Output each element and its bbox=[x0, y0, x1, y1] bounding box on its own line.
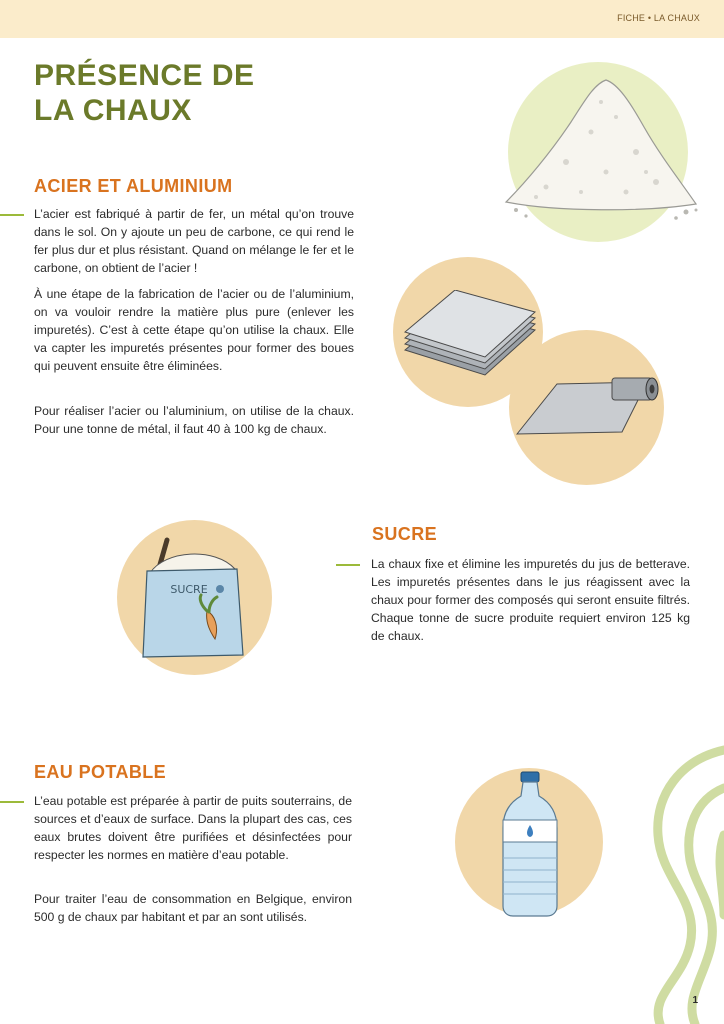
eau-paragraph-2: Pour traiter l’eau de consommation en Belgique, environ 500 g de chaux par habitant et par an sont utilisés. bbox=[34, 892, 352, 924]
page-number: 1 bbox=[692, 995, 698, 1006]
acier-paragraph-1: L’acier est fabriqué à partir de fer, un métal qu’on trouve dans le sol. On y ajoute un peu de carbone, ce qui rend le fer plus dur et plus résistant. Quand on mélange le fer et le carbone, on obtient de l’acier ! bbox=[34, 207, 354, 275]
heading-eau: EAU POTABLE bbox=[34, 762, 167, 782]
section-rule bbox=[336, 564, 360, 566]
eau-paragraph-1: L’eau potable est préparée à partir de puits souterrains, de sources et d’eaux de surface. Dans la plupart des cas, ces eaux brutes doivent être purifiées et désinfectées pour respecter les normes en matière d’eau potable. bbox=[34, 794, 352, 862]
heading-acier: ACIER ET ALUMINIUM bbox=[34, 176, 233, 196]
header-label: FICHE • LA CHAUX bbox=[617, 13, 700, 23]
section-rule bbox=[0, 214, 24, 216]
heading-sucre: SUCRE bbox=[372, 524, 438, 544]
acier-paragraph-2: À une étape de la fabrication de l’acier ou de l’aluminium, on va vouloir rendre la matière plus pure (enlever les impuretés). C’est à cette étape qu’on utilise la chaux. Elle va capter les impuretés présentes pour former des boues qui peuvent ensuite être éliminées. bbox=[34, 287, 354, 373]
header-bar bbox=[0, 0, 724, 38]
section-rule bbox=[0, 801, 24, 803]
page-title bbox=[34, 58, 255, 128]
title-line-1: PRÉSENCE DE bbox=[34, 59, 255, 92]
sugar-bag-illustration bbox=[135, 535, 255, 665]
acier-paragraph-3: Pour réaliser l’acier ou l’aluminium, on utilise de la chaux. Pour une tonne de métal, il faut 40 à 100 kg de chaux. bbox=[34, 404, 354, 436]
lime-pile-illustration bbox=[496, 72, 706, 232]
water-bottle-illustration bbox=[495, 770, 565, 918]
sugar-bag-label: SUCRE bbox=[170, 583, 208, 596]
title-line-2: LA CHAUX bbox=[34, 94, 192, 127]
steel-roll-illustration bbox=[512, 372, 662, 442]
steel-sheets-illustration bbox=[400, 290, 540, 380]
sucre-paragraph-1: La chaux fixe et élimine les impuretés du jus de betterave. Les impuretés présentes dans le jus réagissent avec la chaux pour former des composés qui seront ensuite filtrés. Chaque tonne de sucre produite requiert environ 125 kg de chaux. bbox=[371, 557, 690, 643]
